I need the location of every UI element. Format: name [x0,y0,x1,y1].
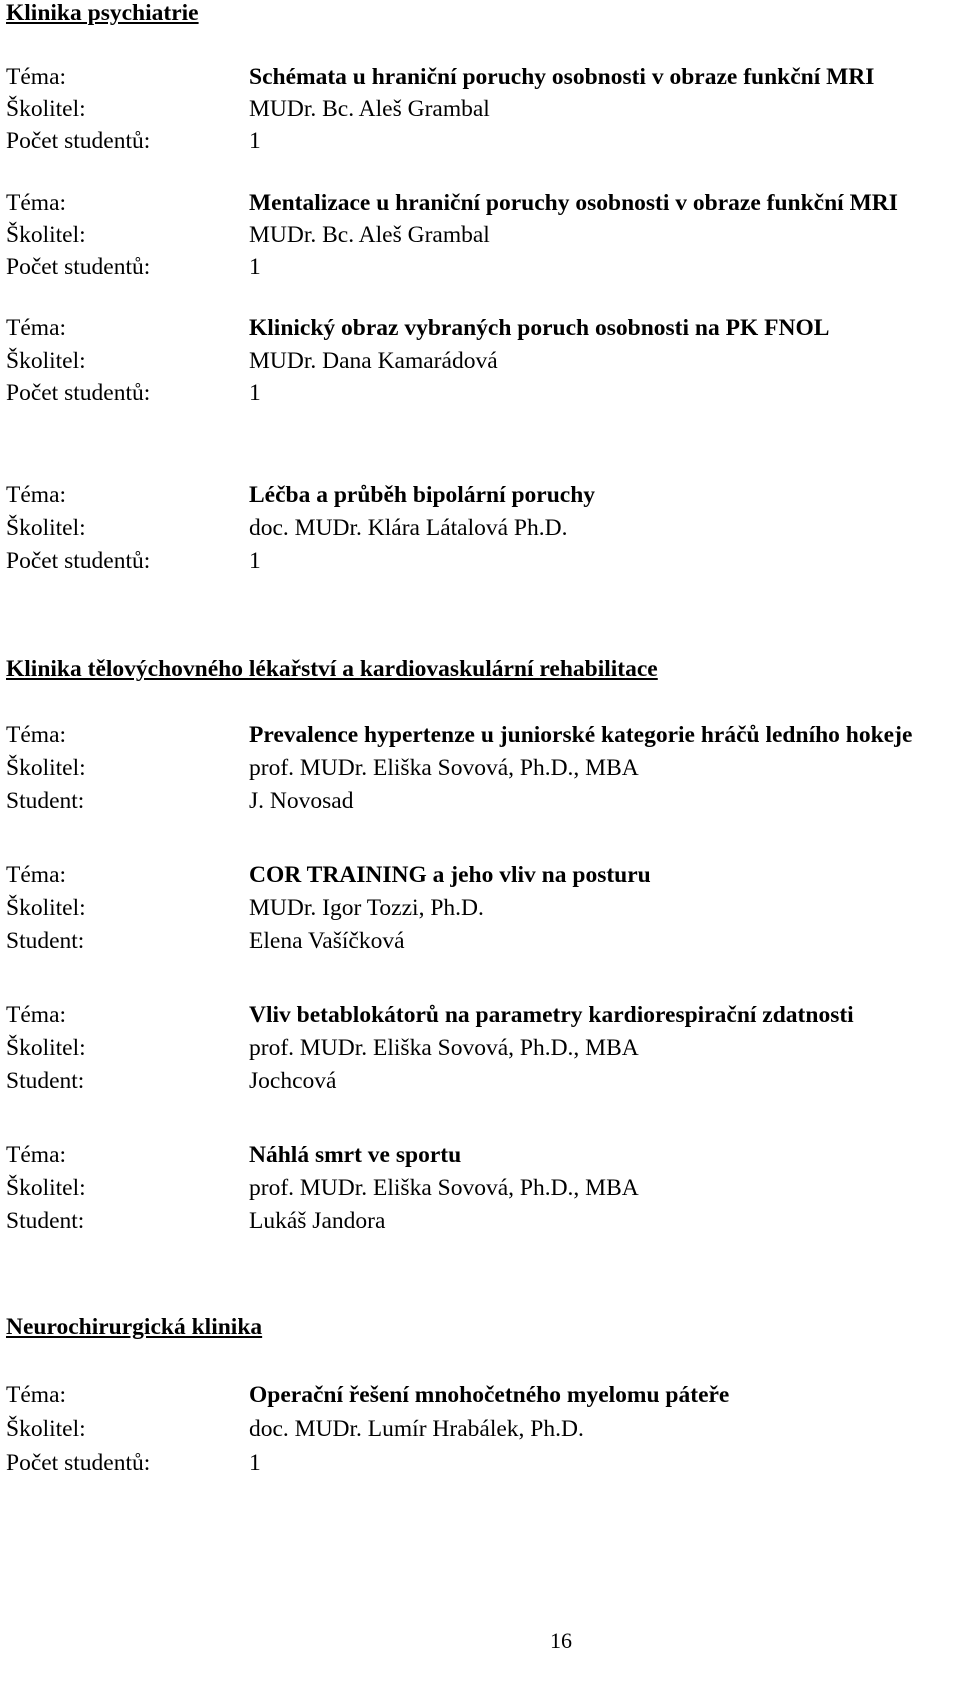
supervisor-label: Školitel: [6,515,86,541]
topic-title: Prevalence hypertenze u juniorské kategorie hráčů ledního hokeje [249,722,913,748]
student-count-label: Počet studentů: [6,1450,151,1476]
topic-label: Téma: [6,190,67,216]
student-label: Student: [6,928,85,954]
topic-label: Téma: [6,862,67,888]
topic-title: Léčba a průběh bipolární poruchy [249,482,596,508]
supervisor-name: MUDr. Dana Kamarádová [249,348,498,374]
topic-label: Téma: [6,315,67,341]
topic-label: Téma: [6,1002,67,1028]
student-label: Student: [6,1068,85,1094]
topic-label: Téma: [6,1142,67,1168]
student-name: Elena Vašíčková [249,928,405,954]
student-label: Student: [6,1208,85,1234]
student-label: Student: [6,788,85,814]
supervisor-label: Školitel: [6,1035,86,1061]
supervisor-name: prof. MUDr. Eliška Sovová, Ph.D., MBA [249,755,639,781]
supervisor-label: Školitel: [6,222,86,248]
section-heading-neurochirurgie: Neurochirurgická klinika [6,1314,263,1340]
topic-label: Téma: [6,722,67,748]
supervisor-name: MUDr. Igor Tozzi, Ph.D. [249,895,484,921]
supervisor-label: Školitel: [6,1416,86,1442]
supervisor-label: Školitel: [6,96,86,122]
topic-title: Operační řešení mnohočetného myelomu páteře [249,1382,730,1408]
student-name: J. Novosad [249,788,354,814]
topic-label: Téma: [6,482,67,508]
topic-title: Mentalizace u hraniční poruchy osobnosti v obraze funkční MRI [249,190,898,216]
supervisor-name: doc. MUDr. Klára Látalová Ph.D. [249,515,568,541]
student-name: Jochcová [249,1068,337,1094]
student-count-value: 1 [249,128,261,154]
student-count-value: 1 [249,548,261,574]
student-count-value: 1 [249,1450,261,1476]
student-count-label: Počet studentů: [6,128,151,154]
topic-title: Schémata u hraniční poruchy osobnosti v obraze funkční MRI [249,64,875,90]
supervisor-label: Školitel: [6,1175,86,1201]
topic-title: Klinický obraz vybraných poruch osobnosti na PK FNOL [249,315,830,341]
student-name: Lukáš Jandora [249,1208,386,1234]
supervisor-label: Školitel: [6,348,86,374]
supervisor-label: Školitel: [6,895,86,921]
supervisor-label: Školitel: [6,755,86,781]
student-count-label: Počet studentů: [6,380,151,406]
supervisor-name: MUDr. Bc. Aleš Grambal [249,96,490,122]
supervisor-name: prof. MUDr. Eliška Sovová, Ph.D., MBA [249,1035,639,1061]
section-heading-telovychovne-lekarstvi: Klinika tělovýchovného lékařství a kardiovaskulární rehabilitace [6,656,658,682]
topic-title: COR TRAINING a jeho vliv na posturu [249,862,651,888]
student-count-value: 1 [249,254,261,280]
student-count-label: Počet studentů: [6,254,151,280]
supervisor-name: MUDr. Bc. Aleš Grambal [249,222,490,248]
student-count-label: Počet studentů: [6,548,151,574]
student-count-value: 1 [249,380,261,406]
topic-title: Náhlá smrt ve sportu [249,1142,462,1168]
section-heading-psychiatrie: Klinika psychiatrie [6,0,199,26]
topic-label: Téma: [6,64,67,90]
supervisor-name: prof. MUDr. Eliška Sovová, Ph.D., MBA [249,1175,639,1201]
page-number: 16 [550,1628,572,1653]
topic-title: Vliv betablokátorů na parametry kardiorespirační zdatnosti [249,1002,854,1028]
topic-label: Téma: [6,1382,67,1408]
supervisor-name: doc. MUDr. Lumír Hrabálek, Ph.D. [249,1416,584,1442]
